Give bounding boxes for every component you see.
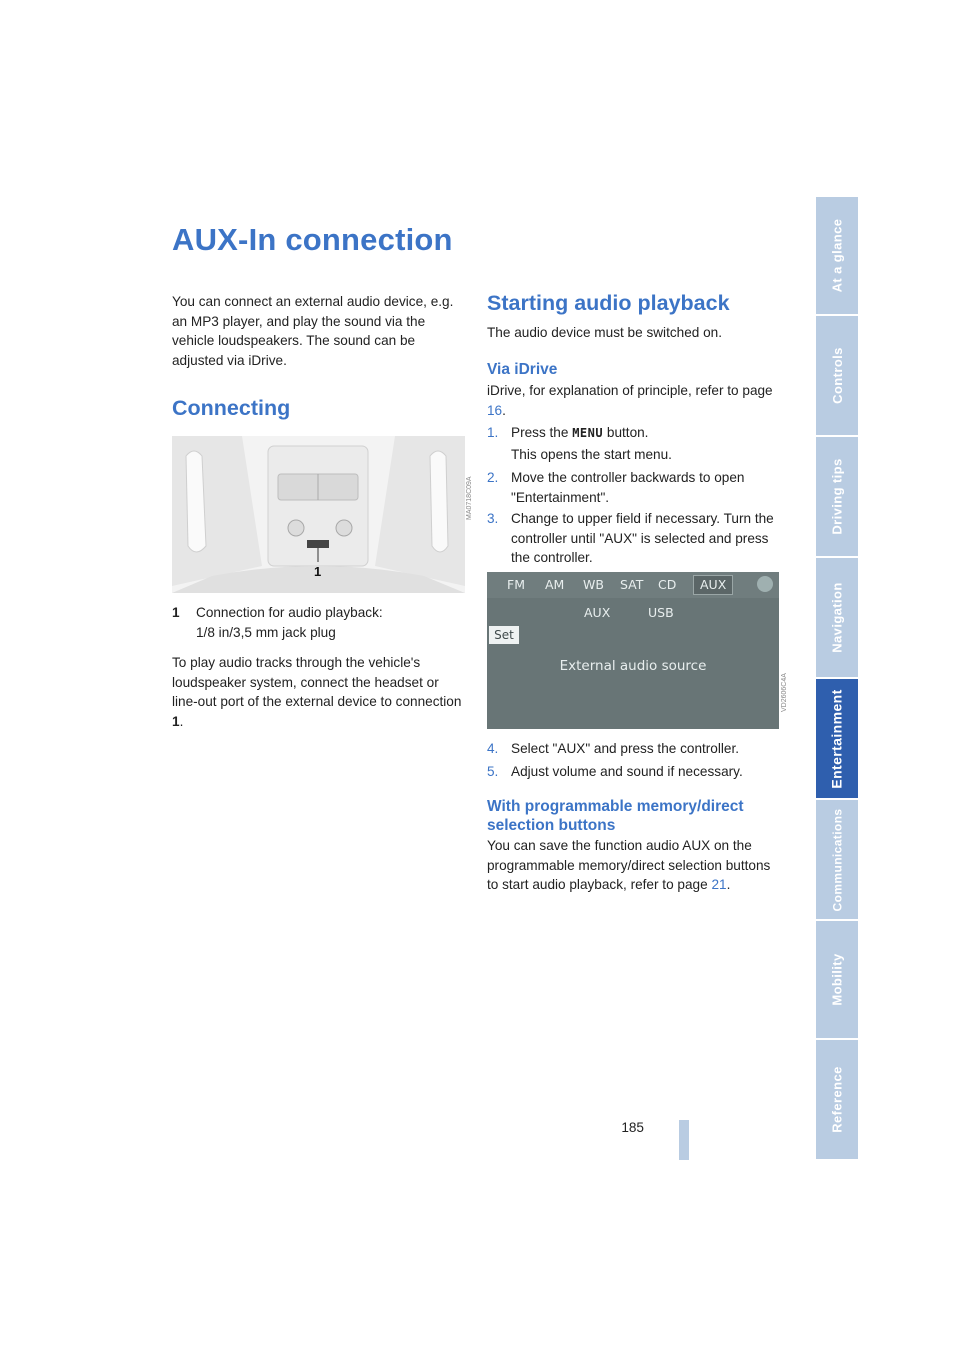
step-1-number: 1. bbox=[487, 425, 499, 440]
caption-line-2: 1/8 in/3,5 mm jack plug bbox=[196, 624, 336, 640]
connecting-heading: Connecting bbox=[172, 396, 291, 420]
idrive-tab-wb[interactable]: WB bbox=[583, 577, 604, 592]
side-tab-label: Reference bbox=[829, 1066, 845, 1133]
via-idrive-heading: Via iDrive bbox=[487, 361, 558, 378]
connecting-paragraph-text: To play audio tracks through the vehicle's loudspeaker system, connect the headset or line-out port of the external device to connection bbox=[172, 655, 462, 710]
step-2-number: 2. bbox=[487, 470, 499, 485]
starting-heading: Starting audio playback bbox=[487, 291, 730, 315]
photo-callout-label: 1 bbox=[314, 564, 322, 579]
programmable-heading-line-2: selection buttons bbox=[487, 817, 616, 834]
idrive-screen bbox=[487, 572, 779, 729]
page-number-bar bbox=[679, 1120, 689, 1160]
side-tab-label: Navigation bbox=[829, 582, 845, 653]
side-tab-navigation[interactable] bbox=[816, 558, 858, 677]
side-tab-communications[interactable] bbox=[816, 800, 858, 919]
idrive-set-button[interactable]: Set bbox=[489, 626, 519, 644]
side-tab-driving-tips[interactable] bbox=[816, 437, 858, 556]
idrive-tab-cd[interactable]: CD bbox=[658, 577, 677, 592]
connecting-paragraph-end: . bbox=[179, 713, 184, 729]
side-tab-controls[interactable] bbox=[816, 316, 858, 435]
starting-intro: The audio device must be switched on. bbox=[487, 325, 723, 340]
programmable-text-end: . bbox=[726, 877, 731, 893]
connecting-paragraph bbox=[172, 653, 464, 731]
caption-number: 1 bbox=[172, 605, 180, 620]
step-2 bbox=[487, 468, 783, 508]
step-4-text: Select "AUX" and press the controller. bbox=[511, 741, 740, 756]
side-tab-mobility[interactable] bbox=[816, 921, 858, 1038]
side-tab-label: Driving tips bbox=[829, 458, 845, 535]
via-idrive-text-span: iDrive, for explanation of principle, refer to page bbox=[487, 383, 773, 398]
aux-port-photo bbox=[172, 436, 465, 593]
side-tab-label: At a glance bbox=[829, 218, 845, 293]
idrive-tab-bar bbox=[487, 572, 779, 598]
idrive-tab-fm[interactable]: FM bbox=[507, 577, 525, 592]
via-idrive-text: iDrive, for explanation of principle, refer to page 16. bbox=[487, 383, 773, 418]
step-2-text: Move the controller backwards to open "Entertainment". bbox=[511, 470, 745, 505]
idrive-option-usb[interactable]: USB bbox=[648, 605, 674, 620]
programmable-buttons-heading bbox=[487, 797, 744, 835]
idrive-tab-sat[interactable]: SAT bbox=[620, 577, 644, 592]
page-title: AUX-In connection bbox=[172, 222, 453, 257]
side-tab-label: Entertainment bbox=[829, 688, 846, 789]
side-tab-label: Communications bbox=[830, 808, 845, 911]
caption-line-1: Connection for audio playback: bbox=[196, 605, 383, 620]
idrive-tab-aux[interactable]: AUX bbox=[693, 575, 733, 595]
step-3 bbox=[487, 509, 783, 569]
idrive-option-aux[interactable]: AUX bbox=[584, 605, 611, 620]
step-4-number: 4. bbox=[487, 741, 499, 756]
step-1-text-before: Press the bbox=[511, 425, 569, 440]
side-tab-reference[interactable] bbox=[816, 1040, 858, 1159]
side-tab-label: Mobility bbox=[829, 953, 845, 1006]
connection-reference: 1 bbox=[172, 713, 180, 729]
step-1-text bbox=[511, 423, 783, 444]
step-1-text-after: button. bbox=[606, 425, 649, 440]
controller-direction-icon bbox=[757, 576, 773, 592]
menu-button-icon: MENU bbox=[572, 426, 604, 440]
programmable-text-span: You can save the function audio AUX on the programmable memory/direct selection buttons to start audio playback, refer to page bbox=[487, 838, 771, 893]
side-tab-entertainment[interactable] bbox=[816, 679, 858, 798]
photo-code: MA0718C09A bbox=[466, 476, 473, 520]
external-audio-source-label: External audio source bbox=[559, 658, 707, 674]
step-5-number: 5. bbox=[487, 764, 499, 779]
page-number: 185 bbox=[621, 1120, 644, 1135]
step-3-number: 3. bbox=[487, 511, 499, 526]
step-3-text: Change to upper field if necessary. Turn the controller until "AUX" is selected and press the controller. bbox=[511, 511, 774, 566]
step-5-text: Adjust volume and sound if necessary. bbox=[511, 764, 743, 779]
page-link-21[interactable]: 21 bbox=[711, 877, 727, 893]
programmable-heading-line-1: With programmable memory/direct bbox=[487, 798, 744, 815]
side-tab-label: Controls bbox=[829, 347, 845, 404]
intro-text: You can connect an external audio device, e.g. an MP3 player, and play the sound via the vehicle loudspeakers. The sound can be adjusted via iDrive. bbox=[172, 294, 454, 368]
step-1-sub: This opens the start menu. bbox=[511, 447, 672, 462]
side-tab-at-a-glance[interactable] bbox=[816, 197, 858, 314]
screen-code: VD2606C4A bbox=[781, 673, 788, 712]
idrive-tab-am[interactable]: AM bbox=[545, 577, 565, 592]
page-link-16[interactable]: 16 bbox=[487, 402, 503, 418]
programmable-buttons-text bbox=[487, 836, 781, 895]
